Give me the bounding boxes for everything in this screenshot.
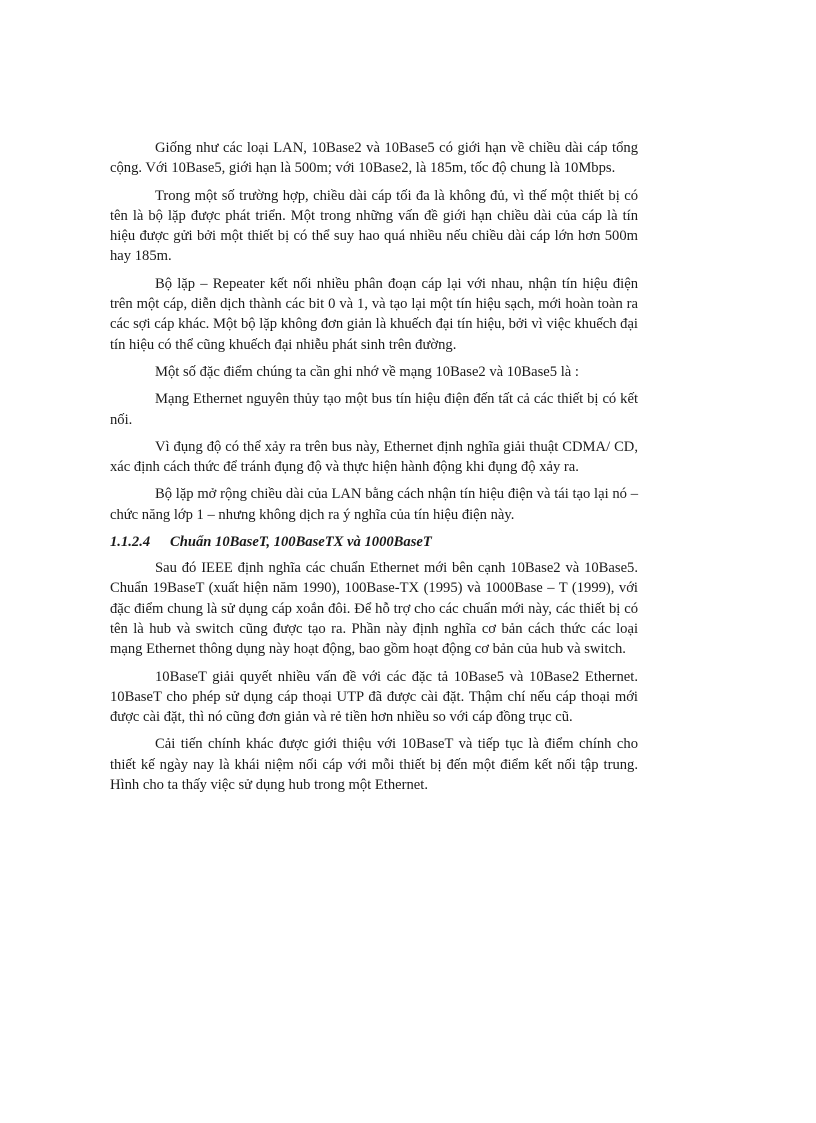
paragraph-repeater-origin: Trong một số trường hợp, chiều dài cáp tối đa là không đủ, vì thế một thiết bị có tên là bộ lặp được phát triển. Một trong những vấn đề giới hạn chiều dài của cáp là tín hiệu được gửi bởi một thiết bị có thể suy hao quá nhiều nếu chiều dài cáp lớn hơn 500m hay 185m.	[110, 187, 638, 265]
section-heading	[110, 532, 638, 552]
section-number: 1.1.2.4	[110, 534, 151, 551]
paragraph-repeater-layer1: Bộ lặp mở rộng chiều dài của LAN bằng cách nhận tín hiệu điện và tái tạo lại nó – chức năng lớp 1 – nhưng không dịch ra ý nghĩa của tín hiệu điện này.	[110, 486, 638, 523]
paragraph-10baset-benefits: 10BaseT giải quyết nhiều vấn đề với các đặc tả 10Base5 và 10Base2 Ethernet. 10BaseT cho phép sử dụng cáp thoại UTP đã được cài đặt. Thậm chí nếu cáp thoại mới được cài đặt, thì nó cũng đơn giản và rẻ tiền hơn nhiều so với cáp đồng trục cũ.	[110, 668, 638, 726]
paragraph-characteristics-intro: Một số đặc điểm chúng ta cần ghi nhớ về mạng 10Base2 và 10Base5 là :	[155, 363, 579, 380]
paragraph-cable-length-limits: Giống như các loại LAN, 10Base2 và 10Base5 có giới hạn về chiều dài cáp tổng cộng. Với 10Base5, giới hạn là 500m; với 10Base2, là 185m, tốc độ chung là 10Mbps.	[110, 140, 638, 177]
section-title: Chuẩn 10BaseT, 100BaseTX và 1000BaseT	[170, 534, 432, 551]
paragraph-repeater-function: Bộ lặp – Repeater kết nối nhiều phân đoạn cáp lại với nhau, nhận tín hiệu điện trên một cáp, diễn dịch thành các bit 0 và 1, và tạo lại một tín hiệu sạch, mới hoàn toàn ra các sợi cáp khác. Một bộ lặp không đơn giản là khuếch đại tín hiệu, bởi vì việc khuếch đại tín hiệu có thể cũng khuếch đại nhiễu phát sinh trên đường.	[110, 275, 638, 353]
paragraph-central-connection: Cải tiến chính khác được giới thiệu với 10BaseT và tiếp tục là điểm chính cho thiết kế ngày nay là khái niệm nối cáp với mỗi thiết bị đến một điểm kết nối tập trung. Hình cho ta thấy việc sử dụng hub trong một Ethernet.	[110, 736, 638, 794]
document-page	[110, 138, 638, 802]
paragraph-collision: Vì đụng độ có thể xảy ra trên bus này, Ethernet định nghĩa giải thuật CDMA/ CD, xác định cách thức để tránh đụng độ và thực hiện hành động khi đụng độ xảy ra.	[110, 438, 638, 476]
paragraph-ethernet-bus: Mạng Ethernet nguyên thủy tạo một bus tín hiệu điện đến tất cả các thiết bị có kết nối.	[110, 391, 638, 428]
paragraph-new-standards: Sau đó IEEE định nghĩa các chuẩn Ethernet mới bên cạnh 10Base2 và 10Base5. Chuẩn 19BaseT (xuất hiện năm 1990), 100Base-TX (1995) và 1000Base – T (1999), với đặc điểm chung là sử dụng cáp xoắn đôi. Để hỗ trợ cho các chuẩn mới này, các thiết bị có tên là hub và switch cũng được tạo ra. Phần này định nghĩa cơ bản cách thức các loại mạng Ethernet thông dụng này hoạt động, bao gồm hoạt động cơ bản của hub và switch.	[110, 560, 638, 658]
